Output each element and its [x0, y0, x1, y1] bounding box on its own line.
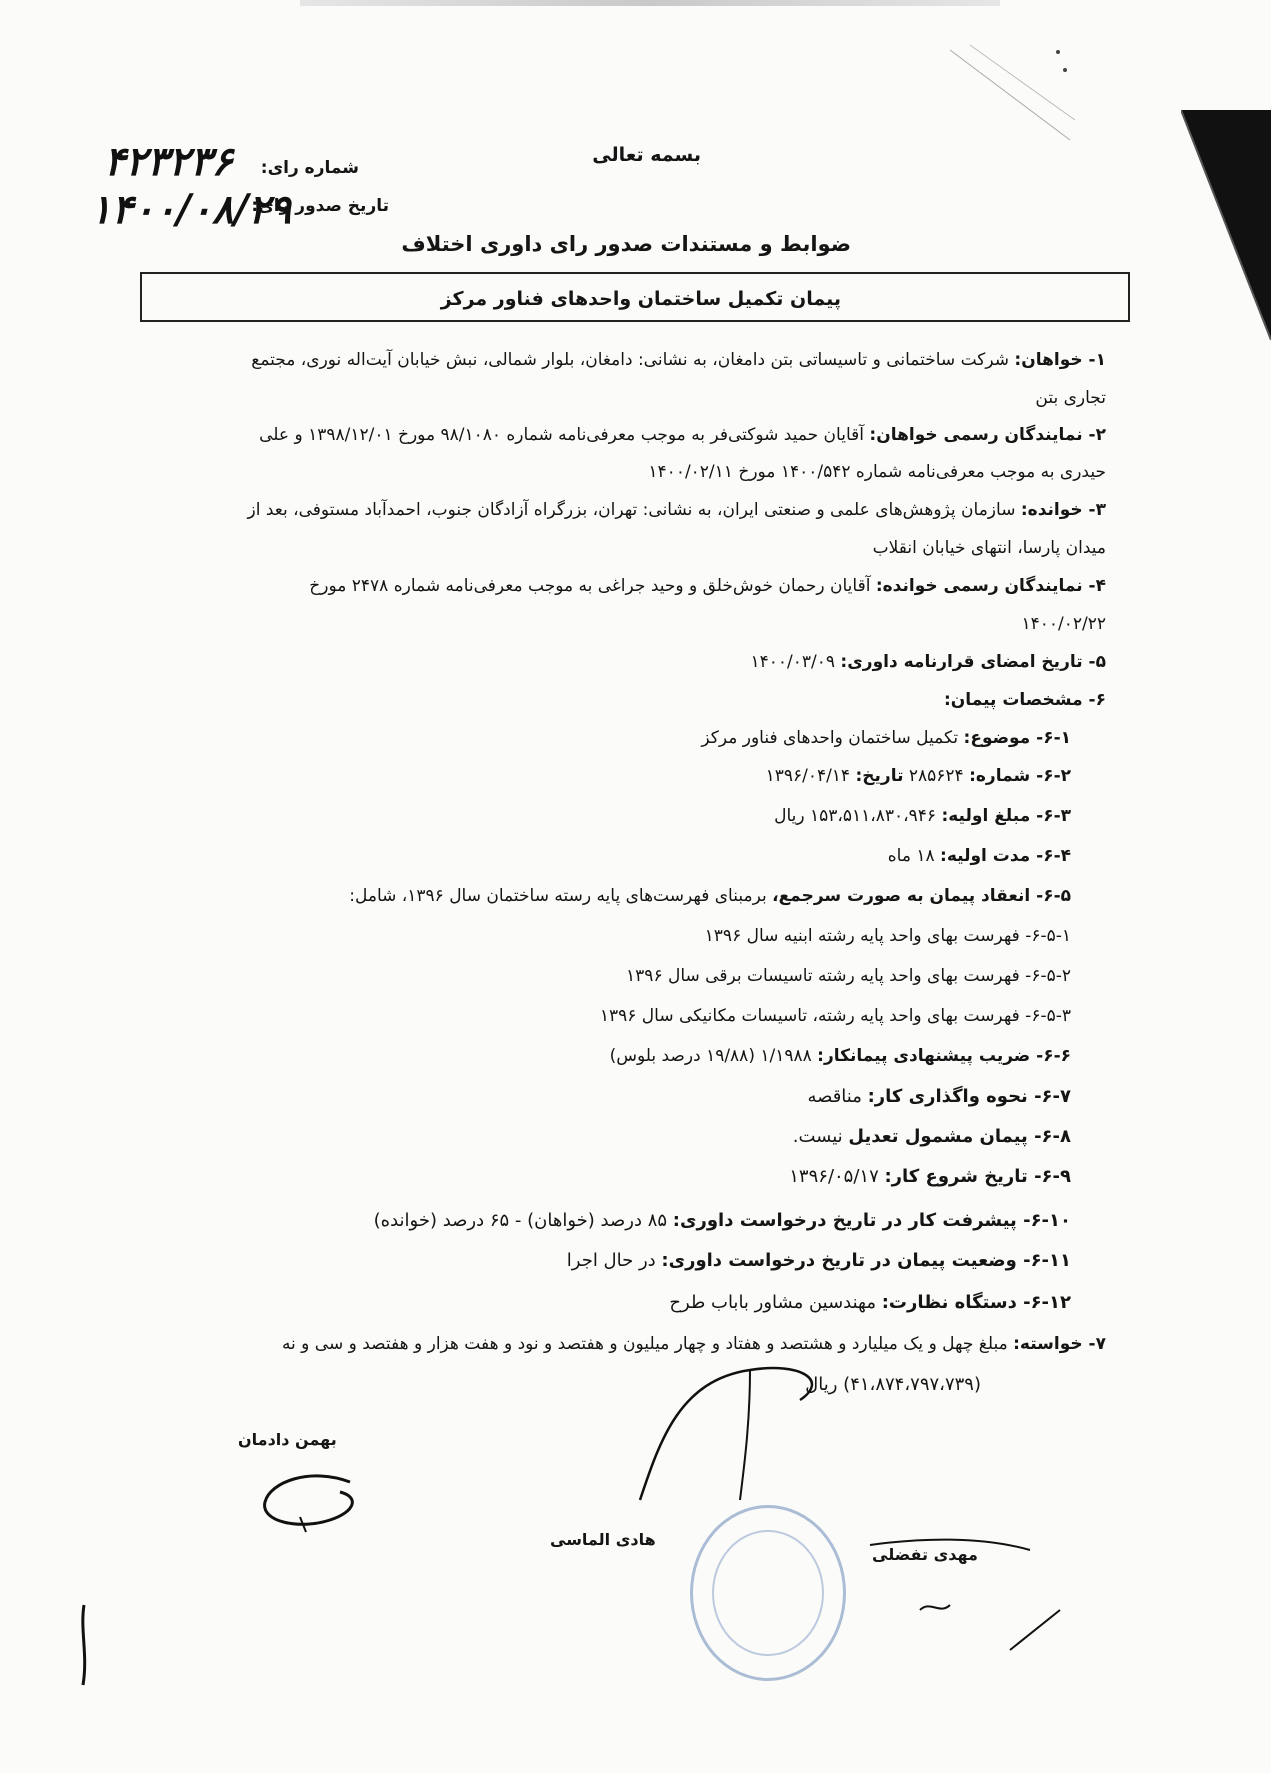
corner-fold-graphic	[1181, 110, 1271, 340]
spec-price-list-2: ۶-۵-۲- فهرست بهای واحد پایه رشته تاسیسات برقی سال ۱۳۹۶	[626, 966, 1071, 986]
spec-number-date: ۶-۲- شماره: ۲۸۵۶۲۴ تاریخ: ۱۳۹۶/۰۴/۱۴	[765, 766, 1071, 786]
spec-initial-amount: ۶-۳- مبلغ اولیه: ۱۵۳،۵۱۱،۸۳۰،۹۴۶ ریال	[774, 806, 1071, 826]
claimant-line: ۱- خواهان: شرکت ساختمانی و تاسیساتی بتن دامغان، به نشانی: دامغان، بلوار شمالی، نبش خیابان آیت‌اله نوری، مجتمع	[251, 350, 1106, 370]
spec-start-date: ۶-۹- تاریخ شروع کار: ۱۳۹۶/۰۵/۱۷	[789, 1166, 1071, 1187]
spec-contractor-coefficient: ۶-۶- ضریب پیشنهادی پیمانکار: ۱/۱۹۸۸ (۱۹/۸۸ درصد بلوس)	[609, 1046, 1071, 1066]
spec-subject: ۶-۱- موضوع: تکمیل ساختمان واحدهای فناور مرکز	[701, 728, 1071, 748]
ruling-number-label: شماره رای:	[260, 158, 359, 178]
respondent-reps-line-cont: ۱۴۰۰/۰۲/۲۲	[1021, 614, 1106, 634]
spec-price-list-3: ۶-۵-۳- فهرست بهای واحد پایه رشته، تاسیسات مکانیکی سال ۱۳۹۶	[599, 1006, 1071, 1026]
signature-3-graphic	[860, 1520, 1070, 1680]
claimant-reps-line: ۲- نمایندگان رسمی خواهان: آقایان حمید شوکتی‌فر به موجب معرفی‌نامه شماره ۹۸/۱۰۸۰ مورخ ۱۳۹۸/۱۲/۰۱ و علی	[259, 425, 1106, 445]
ruling-date-value: ۱۴۰۰/۰۸/۲۹	[90, 186, 292, 233]
claimant-reps-line-cont: حیدری به موجب معرفی‌نامه شماره ۱۴۰۰/۵۴۲ مورخ ۱۴۰۰/۰۲/۱۱	[648, 462, 1106, 482]
scan-noise-marks	[940, 40, 1080, 150]
signature-1-graphic	[240, 1462, 390, 1542]
spec-price-list-1: ۶-۵-۱- فهرست بهای واحد پایه رشته ابنیه سال ۱۳۹۶	[704, 926, 1071, 946]
signatory-name-3: مهدی تفضلی	[872, 1545, 978, 1564]
contract-subject: پیمان تکمیل ساختمان واحدهای فناور مرکز	[440, 288, 841, 310]
respondent-line: ۳- خوانده: سازمان پژوهش‌های علمی و صنعتی ایران، به نشانی: تهران، بزرگراه آزادگان جنوب، احمدآباد مستوفی، بعد از	[247, 500, 1106, 520]
bismillah-heading: بسمه تعالی	[592, 144, 701, 166]
spec-progress: ۶-۱۰- پیشرفت کار در تاریخ درخواست داوری: ۸۵ درصد (خواهان) - ۶۵ درصد (خوانده)	[373, 1210, 1071, 1231]
claim-amount-line: ۷- خواسته: مبلغ چهل و یک میلیارد و هشتصد و هفتاد و چهار میلیون و هفتصد و نود و هفت هزار و هفتصد و سی و نه	[281, 1334, 1106, 1354]
claimant-line-cont: تجاری بتن	[1035, 388, 1106, 408]
respondent-reps-line: ۴- نمایندگان رسمی خوانده: آقایان رحمان خوش‌خلق و وحید جراغی به موجب معرفی‌نامه شماره ۲۴۷۸ مورخ	[309, 576, 1106, 596]
scan-edge-artifact	[300, 0, 1000, 6]
spec-initial-duration: ۶-۴- مدت اولیه: ۱۸ ماه	[887, 846, 1071, 866]
spec-lump-sum: ۶-۵- انعقاد پیمان به صورت سرجمع، برمبنای فهرست‌های پایه رسته ساختمان سال ۱۳۹۶، شامل:	[349, 886, 1071, 906]
spec-status: ۶-۱۱- وضعیت پیمان در تاریخ درخواست داوری: در حال اجرا	[566, 1250, 1071, 1271]
signatory-name-1: بهمن دادمان	[238, 1430, 337, 1449]
official-stamp-inner	[712, 1530, 824, 1656]
spec-no-adjustment: ۶-۸- پیمان مشمول تعدیل نیست.	[792, 1126, 1071, 1147]
spec-supervisor: ۶-۱۲- دستگاه نظارت: مهندسین مشاور باباب طرح	[669, 1292, 1071, 1313]
claim-amount-line-cont: (۴۱،۸۷۴،۷۹۷،۷۳۹) ریال	[805, 1374, 981, 1395]
ruling-number-value: ۴۲۳۲۳۶	[104, 138, 233, 185]
spec-award-method: ۶-۷- نحوه واگذاری کار: مناقصه	[807, 1086, 1071, 1107]
respondent-line-cont: میدان پارسا، انتهای خیابان انقلاب	[872, 538, 1106, 558]
document-title: ضوابط و مستندات صدور رای داوری اختلاف	[401, 232, 851, 256]
signatory-name-2: هادی الماسی	[550, 1530, 656, 1549]
ruling-date-label: تاریخ صدور رای:	[251, 196, 389, 216]
margin-mark	[76, 1600, 92, 1690]
contract-specs-heading: ۶- مشخصات پیمان:	[944, 690, 1106, 710]
arbitration-agreement-date: ۵- تاریخ امضای قرارنامه داوری: ۱۴۰۰/۰۳/۰۹	[750, 652, 1106, 672]
signature-2-graphic	[600, 1340, 840, 1510]
